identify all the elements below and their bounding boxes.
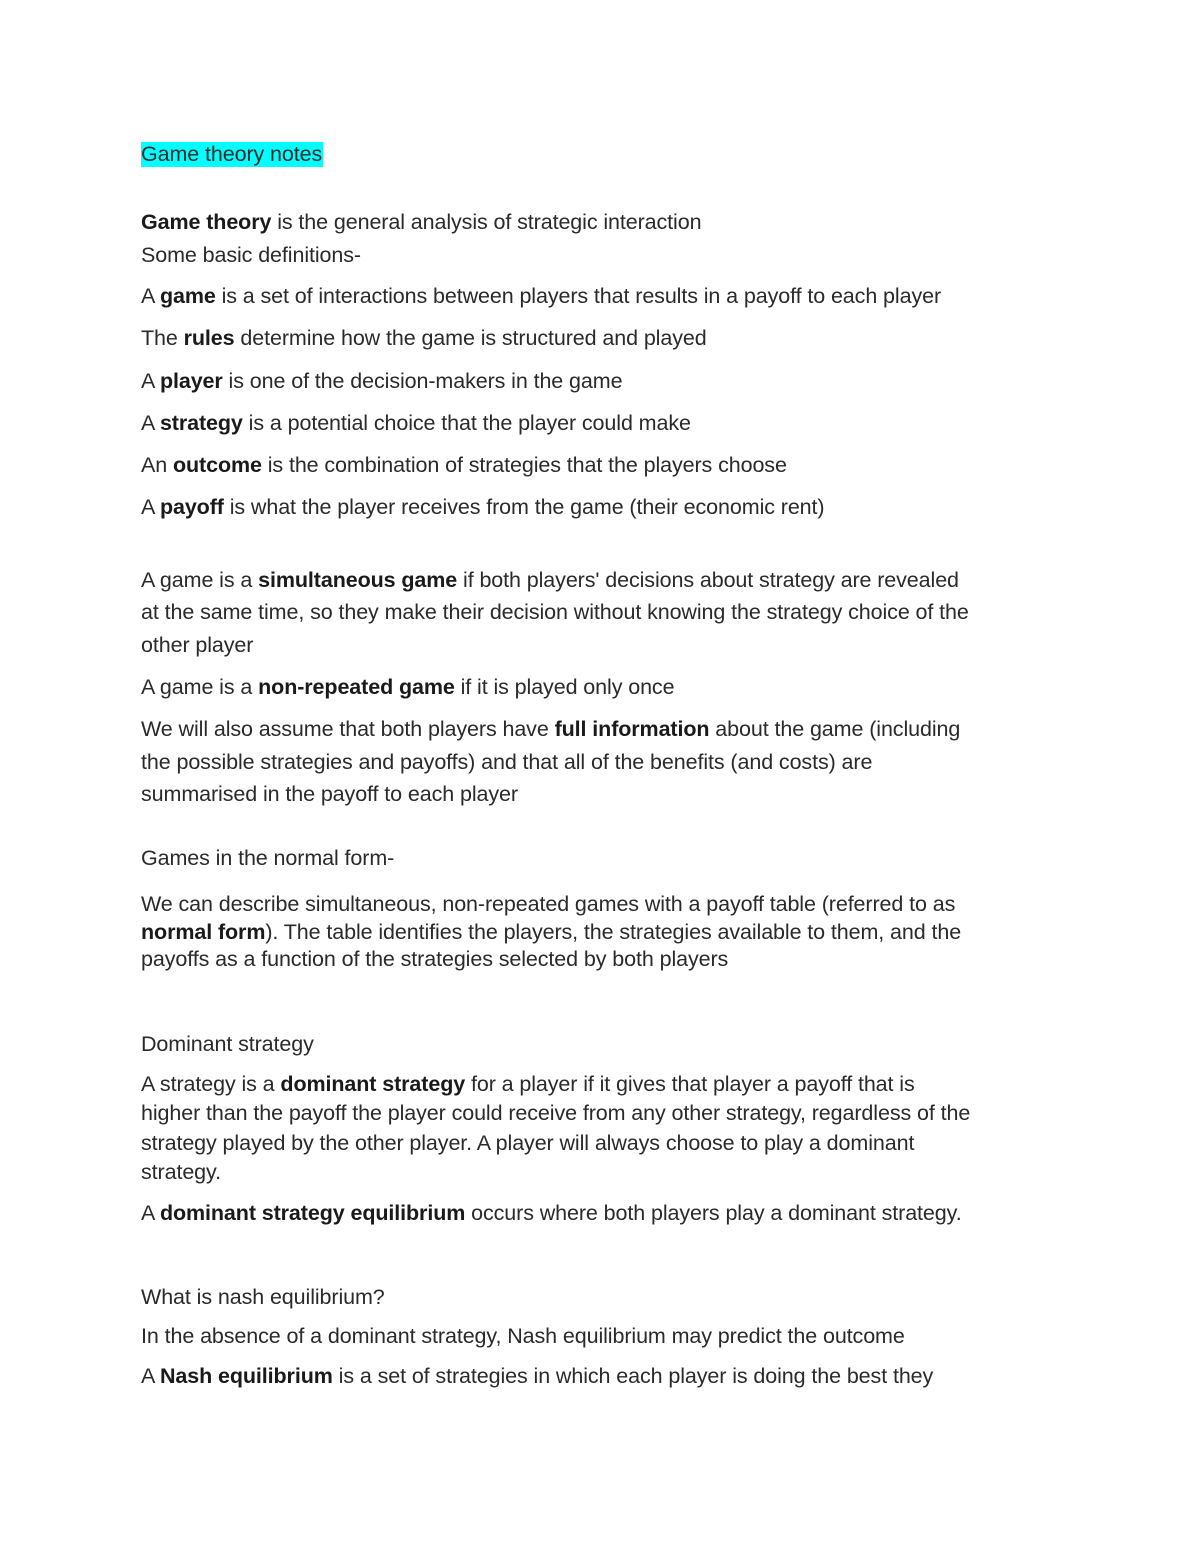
definition-prefix: An (141, 453, 173, 477)
nash-line-1: In the absence of a dominant strategy, Nash equilibrium may predict the outcome (141, 1324, 905, 1348)
definitions-subheading: Some basic definitions- (141, 243, 361, 267)
dominant-equilibrium-definition (141, 1200, 962, 1226)
term: payoff (159, 495, 224, 519)
definition-prefix: A (141, 495, 160, 519)
normal-form-heading: Games in the normal form- (141, 846, 395, 870)
definition-text: is a set of interactions between players that results in a payoff to each player (215, 284, 942, 308)
paragraph-text: A (141, 1364, 160, 1388)
term: dominant strategy equilibrium (159, 1201, 466, 1225)
definition-text: is the combination of strategies that the players choose (261, 453, 787, 477)
dominant-line-4: strategy. (141, 1160, 221, 1184)
paragraph-text: occurs where both players play a dominant strategy. (465, 1201, 962, 1225)
definition-rules (141, 325, 707, 351)
term: non-repeated game (258, 675, 455, 699)
paragraph-text: A strategy is a (141, 1072, 281, 1096)
normal-form-line-2 (141, 919, 961, 945)
normal-form-line-1: We can describe simultaneous, non-repeated games with a payoff table (referred to as (141, 892, 956, 916)
definition-text: is a potential choice that the player could make (242, 411, 691, 435)
definition-text: is one of the decision-makers in the game (222, 369, 623, 393)
definition-text: is the general analysis of strategic interaction (271, 210, 702, 234)
definition-prefix: A (141, 411, 160, 435)
term: rules (183, 326, 235, 350)
paragraph-text: A (141, 1201, 160, 1225)
nash-line-2 (141, 1363, 933, 1389)
simultaneous-line-1 (141, 567, 959, 593)
term: Nash equilibrium (159, 1364, 333, 1388)
term: simultaneous game (258, 568, 458, 592)
full-info-line-2: the possible strategies and payoffs) and that all of the benefits (and costs) are (141, 750, 873, 774)
document-title (141, 141, 323, 167)
definition-prefix: A (141, 284, 160, 308)
dominant-line-2: higher than the payoff the player could receive from any other strategy, regardless of the (141, 1101, 971, 1125)
term: outcome (172, 453, 262, 477)
term: normal form (141, 920, 266, 944)
full-info-line-3: summarised in the payoff to each player (141, 782, 518, 806)
dominant-line-3: strategy played by the other player. A player will always choose to play a dominant (141, 1131, 915, 1155)
non-repeated-definition (141, 674, 674, 700)
highlighted-title: Game theory notes (141, 142, 323, 166)
paragraph-text: if it is played only once (454, 675, 675, 699)
paragraph-text: if both players' decisions about strategy are revealed (457, 568, 959, 592)
paragraph-text: We will also assume that both players have (141, 717, 555, 741)
paragraph-text: A game is a (141, 568, 259, 592)
dominant-heading: Dominant strategy (141, 1032, 314, 1056)
simultaneous-line-3: other player (141, 633, 254, 657)
term: game (159, 284, 216, 308)
definition-prefix: The (141, 326, 184, 350)
term: Game theory (141, 210, 272, 234)
paragraph-text: ). The table identifies the players, the strategies available to them, and the (265, 920, 962, 944)
paragraph-text: is a set of strategies in which each player is doing the best they (332, 1364, 934, 1388)
term: full information (554, 717, 710, 741)
definition-game (141, 283, 941, 309)
full-info-line-1 (141, 716, 960, 742)
game-theory-definition (141, 209, 701, 235)
normal-form-line-3: payoffs as a function of the strategies selected by both players (141, 947, 729, 971)
term: strategy (159, 411, 243, 435)
definition-text: determine how the game is structured and played (234, 326, 707, 350)
definition-payoff (141, 494, 824, 520)
definition-outcome (141, 452, 787, 478)
dominant-line-1 (141, 1071, 915, 1097)
definition-strategy (141, 410, 691, 436)
term: dominant strategy (280, 1072, 466, 1096)
definition-text: is what the player receives from the game (their economic rent) (223, 495, 825, 519)
paragraph-text: about the game (including (709, 717, 961, 741)
paragraph-text: for a player if it gives that player a payoff that is (465, 1072, 915, 1096)
definition-player (141, 368, 622, 394)
term: player (159, 369, 223, 393)
simultaneous-line-2: at the same time, so they make their decision without knowing the strategy choice of the (141, 600, 969, 624)
definition-prefix: A (141, 369, 160, 393)
nash-heading: What is nash equilibrium? (141, 1285, 385, 1309)
paragraph-text: A game is a (141, 675, 259, 699)
